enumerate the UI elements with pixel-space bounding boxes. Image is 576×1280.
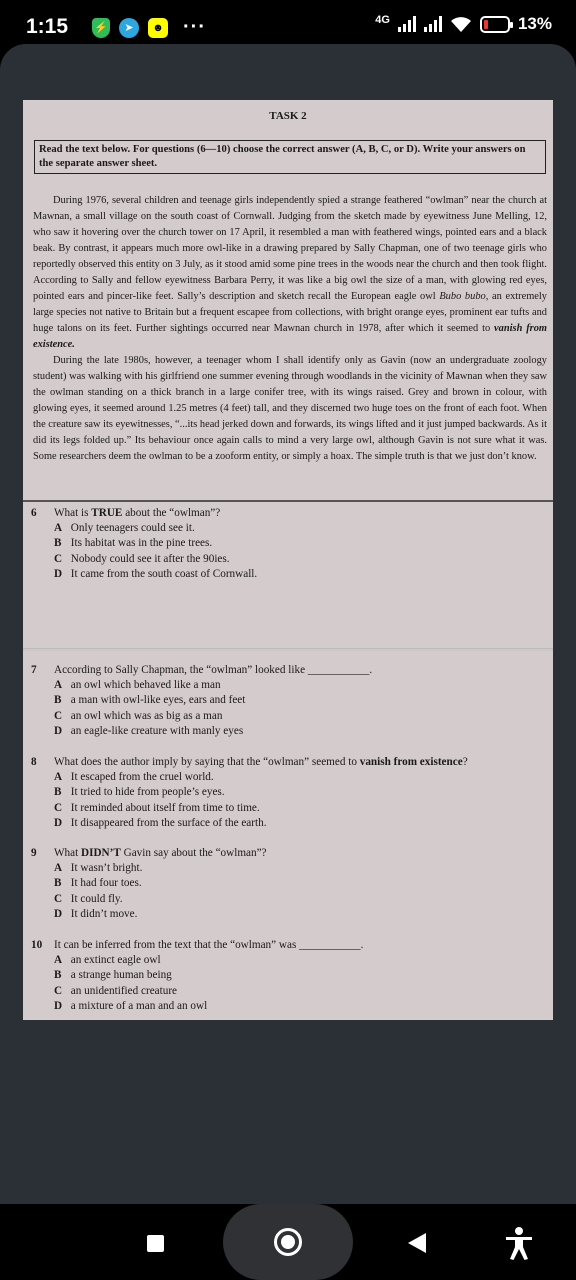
signal-icon bbox=[398, 16, 416, 32]
option-text: It escaped from the cruel world. bbox=[70, 771, 214, 783]
wifi-icon bbox=[450, 16, 472, 33]
question-stem: What is bbox=[54, 507, 92, 519]
question-number: 9 bbox=[31, 847, 37, 859]
battery-icon bbox=[480, 16, 510, 33]
option-letter: A bbox=[54, 954, 63, 966]
option-b bbox=[54, 968, 363, 983]
option-a bbox=[54, 678, 372, 693]
question-6 bbox=[31, 505, 257, 582]
option-text: It reminded about itself from time to time. bbox=[70, 801, 260, 814]
paragraph-1 bbox=[33, 193, 547, 353]
question-stem-end: ? bbox=[462, 756, 468, 768]
option-text: It tried to hide from people’s eyes. bbox=[70, 786, 225, 799]
question-stem-end: about the “owlman”? bbox=[122, 507, 221, 519]
option-letter: C bbox=[54, 984, 63, 997]
option-letter: A bbox=[54, 771, 63, 783]
question-stem-bold: vanish from existence bbox=[359, 756, 463, 768]
option-text: a strange human being bbox=[70, 969, 172, 982]
option-d bbox=[54, 816, 468, 831]
back-button[interactable] bbox=[408, 1233, 426, 1253]
option-d bbox=[54, 567, 257, 582]
reading-text bbox=[33, 193, 547, 465]
instructions-box: Read the text below. For questions (6—10) choose the correct answer (A, B, C, or D). Write your answers on the separate answer sheet. bbox=[34, 140, 546, 174]
option-letter: B bbox=[54, 694, 62, 707]
question-stem: According to Sally Chapman, the “owlman” looked like ___________. bbox=[54, 664, 373, 676]
option-a bbox=[54, 953, 363, 968]
question-stem-bold: TRUE bbox=[91, 507, 123, 519]
option-letter: A bbox=[54, 862, 63, 874]
paragraph-1-part-a: During 1976, several children and teenage girls independently spied a strange feathered “owlman” near the church at Mawnan, a small village on the south coast of Cornwall. Judging from the sketch made by eyewitness June Melling, 12, who saw it hovering over the church tower on 17 April, it resembled a man with feathered wings, pointed ears and a black beak. By contrast, it appears much more owl-like in a drawing prepared by Sally Chapman, one of two teenage girls who reportedly observed this entity on 3 July, as it stood amid some pine trees in the woods near the church and then took flight. According to Sally and fellow eyewitness Barbara Perry, it was like a big owl the size of a man, with glowing red eyes, pointed ears and pincer-like feet. Sally’s description and sketch recall the European eagle owl bbox=[33, 195, 547, 302]
accessibility-icon[interactable] bbox=[504, 1226, 534, 1260]
question-stem: What does the author imply by saying that the “owlman” seemed to bbox=[54, 756, 360, 768]
option-text: an owl which behaved like a man bbox=[70, 679, 221, 691]
question-stem: It can be inferred from the text that the “owlman” was ___________. bbox=[54, 939, 364, 951]
species-name: Bubo bubo bbox=[439, 291, 486, 302]
option-text: It disappeared from the surface of the earth. bbox=[70, 816, 267, 829]
option-text: It could fly. bbox=[70, 892, 123, 905]
question-8 bbox=[31, 754, 468, 831]
signal-icon-2 bbox=[424, 16, 442, 32]
option-d bbox=[54, 999, 363, 1014]
question-number: 8 bbox=[31, 756, 37, 768]
image-viewer[interactable] bbox=[0, 44, 576, 1204]
option-letter: B bbox=[54, 877, 62, 890]
option-letter: C bbox=[54, 709, 63, 722]
divider bbox=[23, 500, 553, 502]
document-page[interactable] bbox=[23, 100, 553, 1020]
option-text: an eagle-like creature with manly eyes bbox=[70, 724, 244, 737]
recents-button[interactable] bbox=[147, 1235, 164, 1252]
paragraph-2: During the late 1980s, however, a teenager whom I shall identify only as Gavin (now an undergraduate zoology student) was walking with his girlfriend one summer evening through woodlands in the vicinity of Mawnan when they saw the owlman standing on a thick branch in a large conifer tree, with its wings raised. Grey and brown in colour, with glowing eyes, it seemed around 1.25 metres (4 feet) tall, and they discerned two huge toes on the front of each foot. When the creature saw its eyewitnesses, “...its head jerked down and forwards, its wings lifted and it just jumped backwards. As it did its legs folded up.” Its behaviour once again calls to mind a very large owl, although Gavin is not sure what it was. Some researchers deem the owlman to be a zooform entity, or simply a hoax. The simple truth is that we just don’t know. bbox=[33, 355, 547, 462]
option-c bbox=[54, 552, 257, 567]
option-c bbox=[54, 801, 468, 816]
option-text: an owl which was as big as a man bbox=[70, 709, 223, 722]
option-c bbox=[54, 892, 267, 907]
question-number: 7 bbox=[31, 664, 37, 676]
option-letter: D bbox=[54, 816, 63, 829]
option-b bbox=[54, 785, 468, 800]
option-letter: A bbox=[54, 522, 63, 534]
option-a bbox=[54, 770, 468, 785]
option-d bbox=[54, 907, 267, 922]
option-letter: A bbox=[54, 679, 63, 691]
option-letter: B bbox=[54, 969, 62, 982]
navigation-bar bbox=[0, 1204, 576, 1280]
page-break bbox=[23, 648, 553, 651]
option-letter: D bbox=[54, 999, 63, 1012]
option-d bbox=[54, 724, 372, 739]
home-button[interactable] bbox=[274, 1228, 302, 1256]
option-text: a mixture of a man and an owl bbox=[70, 999, 208, 1012]
option-c bbox=[54, 984, 363, 999]
option-letter: C bbox=[54, 801, 63, 814]
more-notifications-icon: ··· bbox=[183, 16, 206, 38]
question-number: 6 bbox=[31, 507, 37, 519]
option-text: an unidentified creature bbox=[70, 984, 178, 997]
network-type: 4G bbox=[375, 14, 390, 26]
question-7 bbox=[31, 662, 372, 739]
option-text: It wasn’t bright. bbox=[70, 862, 143, 874]
question-stem: What bbox=[54, 847, 82, 859]
option-a bbox=[54, 861, 267, 876]
option-letter: C bbox=[54, 552, 63, 565]
option-text: Nobody could see it after the 90ies. bbox=[70, 552, 230, 565]
option-text: Its habitat was in the pine trees. bbox=[70, 537, 213, 550]
emphasized-phrase: vanish from existence. bbox=[33, 323, 547, 350]
question-10 bbox=[31, 937, 363, 1014]
battery-percent: 13% bbox=[517, 14, 552, 33]
option-b bbox=[54, 536, 257, 551]
paragraph-1-part-b: , an extremely large species not native to Britain but a frequent escapee from collections, with bright orange eyes, prominent ear tufts and huge talons on its feet. Further sightings occurred near Mawnan church in 1978, after which it seemed to bbox=[33, 291, 548, 334]
clock: 1:15 bbox=[26, 15, 69, 38]
question-9 bbox=[31, 845, 267, 922]
option-text: It had four toes. bbox=[70, 877, 142, 890]
option-c bbox=[54, 709, 372, 724]
option-letter: D bbox=[54, 567, 63, 580]
option-a bbox=[54, 521, 257, 536]
option-letter: D bbox=[54, 907, 63, 920]
notification-icons bbox=[92, 16, 206, 39]
shield-icon: ⚡ bbox=[92, 18, 110, 38]
option-b bbox=[54, 876, 267, 891]
option-text: It didn’t move. bbox=[70, 907, 138, 920]
option-text: a man with owl-like eyes, ears and feet bbox=[70, 694, 246, 707]
option-letter: B bbox=[54, 537, 62, 550]
system-icons bbox=[375, 14, 552, 34]
question-stem-bold: DIDN’T bbox=[81, 847, 121, 859]
task-title: TASK 2 bbox=[269, 110, 307, 122]
option-text: It came from the south coast of Cornwall. bbox=[70, 567, 258, 580]
snapchat-icon: ☻ bbox=[148, 18, 168, 38]
option-letter: D bbox=[54, 724, 63, 737]
option-letter: C bbox=[54, 892, 63, 905]
question-number: 10 bbox=[31, 939, 43, 951]
option-letter: B bbox=[54, 786, 62, 799]
option-text: an extinct eagle owl bbox=[70, 954, 161, 966]
question-stem-end: Gavin say about the “owlman”? bbox=[120, 847, 267, 859]
telegram-icon: ➤ bbox=[119, 18, 139, 38]
option-text: Only teenagers could see it. bbox=[70, 522, 195, 534]
option-b bbox=[54, 693, 372, 708]
